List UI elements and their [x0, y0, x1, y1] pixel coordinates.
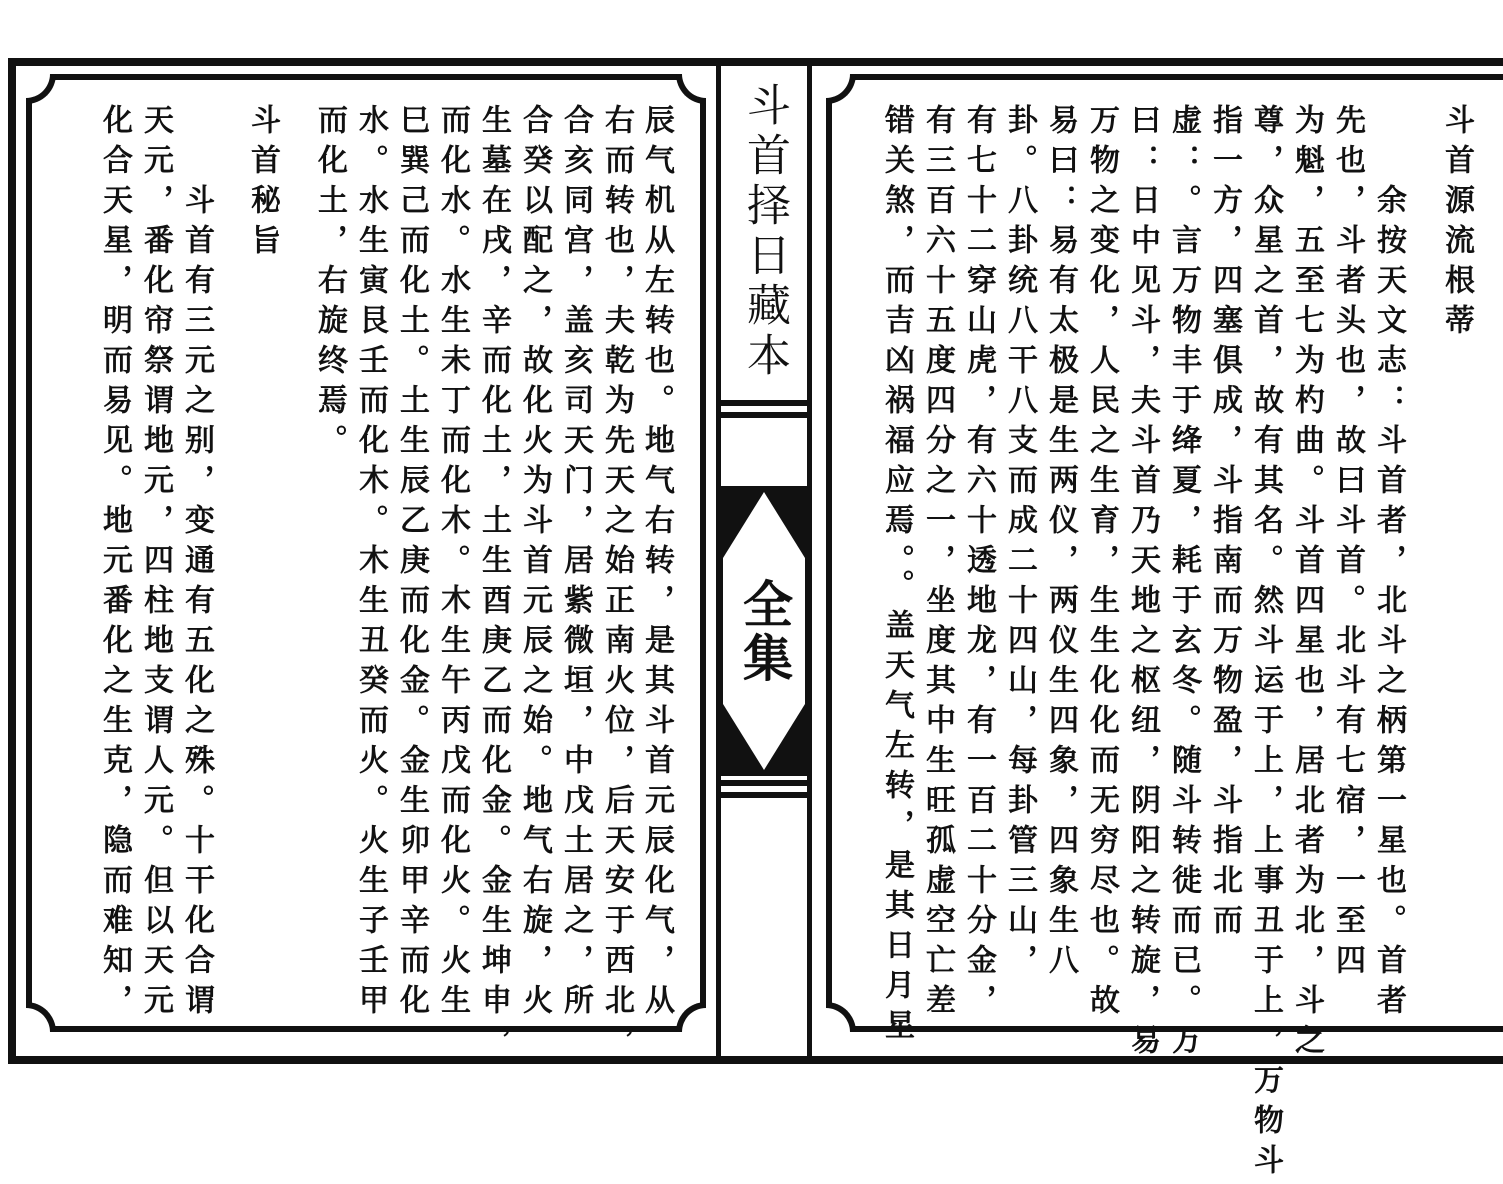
text-column: 万物之变化，人民之生育，生生化化而无穷尽也。故 [1084, 104, 1119, 1024]
spine-title: 斗首择日藏本 [739, 82, 790, 382]
text-column: 为魁，五至七为杓曲。斗首四星也，居北者为北，斗之 [1289, 104, 1324, 1064]
text-column: 而化土，右旋终焉。 [312, 104, 347, 464]
frame-corner [676, 74, 706, 104]
text-column: 合癸以配之，故化火为斗首元辰之始。地气右旋，火 [517, 104, 552, 1024]
spine-divider [721, 780, 807, 786]
text-column: 化合天星，明而易见。地元番化之生克，隐而难知， [97, 104, 132, 1024]
text-column: 天元，番化帘祭谓地元，四柱地支谓人元。但以天元 [138, 104, 173, 1024]
text-column: 水。水生寅艮壬而化木。木生丑癸而火。火生子壬甲 [353, 104, 388, 1024]
frame-corner [676, 1002, 706, 1032]
spine-divider [721, 792, 807, 798]
text-column: 有三百六十五度四分之一，坐度其中生旺孤虚空亡差 [920, 104, 955, 1024]
text-column: 余按天文志：斗首者，北斗之柄第一星也。首者 [1371, 184, 1406, 1024]
text-column: 指一方，四塞俱成，斗指南而万物盈，斗指北而 [1207, 104, 1242, 944]
spine-volume-label: 全集 [735, 578, 794, 686]
text-column: 曰：日中见斗，夫斗首乃天地之枢纽，阴阳之转旋，易 [1125, 104, 1160, 1064]
text-column: 辰气机从左转也。地气右转，是其斗首元辰化气，从 [639, 104, 674, 1024]
text-column: 合亥同宫，盖亥司天门，居紫微垣，中戊土居之，所 [558, 104, 593, 1024]
spine-divider [721, 400, 807, 406]
text-column: 尊，众星之首，故有其名。然斗运于上，上事丑于上，万物斗 [1248, 104, 1283, 1184]
frame-corner [826, 74, 856, 104]
section-heading: 斗首秘旨 [245, 104, 280, 264]
spine-divider [721, 412, 807, 418]
text-column: 虚：。言万物丰于绛夏，耗于玄冬。随斗转徙而已。万 [1166, 104, 1201, 1064]
text-column: 巳巽己而化土。土生辰乙庚而化金。金生卯甲辛而化 [394, 104, 429, 1024]
frame-corner [26, 74, 56, 104]
text-column: 生墓在戌，辛而化土，土生酉庚乙而化金。金生坤申， [476, 104, 511, 1064]
section-heading: 斗首源流根蒂 [1439, 104, 1474, 344]
frame-corner [26, 1002, 56, 1032]
text-column: 错关煞，而吉凶祸福应焉。。盖天气左转，是其日月星 [879, 104, 914, 1049]
spine-label-panel [721, 486, 807, 776]
text-column: 易曰：易有太极是生两仪，两仪生四象，四象生八 [1043, 104, 1078, 984]
book-spine [716, 66, 812, 1056]
text-column: 卦。八卦统八干八支而成二十四山，每卦管三山， [1002, 104, 1037, 984]
text-column: 右而转也，夫乾为先天之始正南火位，后天安于西北， [599, 104, 634, 1064]
text-column: 有七十二穿山虎，有六十透地龙，有一百二十分金， [961, 104, 996, 1024]
frame-corner [826, 1002, 856, 1032]
text-column: 斗首有三元之别，变通有五化之殊。十干化合谓 [179, 184, 214, 1024]
text-column: 先也，斗者头也，故曰斗首。北斗有七宿，一至四 [1330, 104, 1365, 984]
text-column: 而化水。水生未丁而化木。木生午丙戊而化火。火生 [435, 104, 470, 1024]
